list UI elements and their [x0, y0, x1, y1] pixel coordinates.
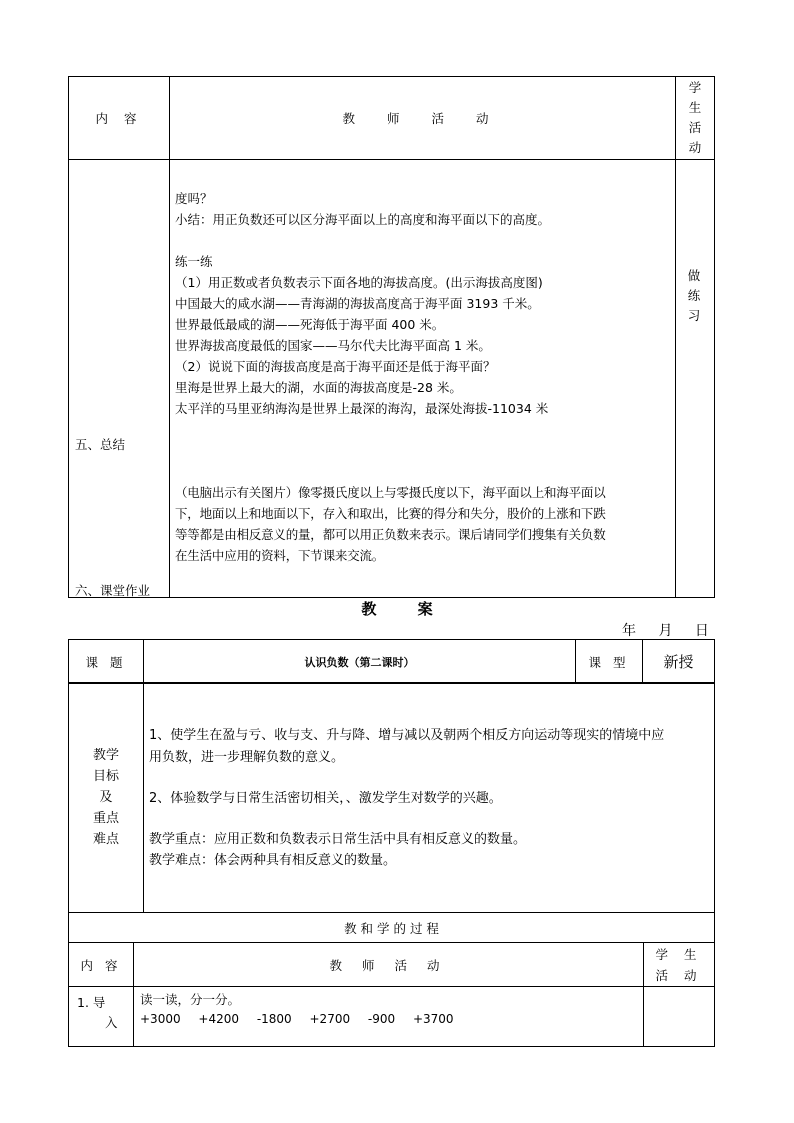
text-line: （电脑出示有关图片）像零摄氏度以上与零摄氏度以下，海平面以上和海平面以 — [175, 485, 606, 500]
text-line: 下，地面以上和地面以下，存入和取出，比赛的得分和失分，股价的上涨和下跌 — [175, 506, 606, 521]
goals-content — [144, 683, 715, 913]
text-line: 世界最低最咸的湖——死海低于海平面 400 米。 — [175, 317, 445, 332]
goals-table — [68, 682, 715, 943]
text-line: 太平洋的马里亚纳海沟是世界上最深的海沟，最深处海拔-11034 米 — [175, 401, 549, 416]
intro-label-line-2: 入 — [105, 1015, 118, 1030]
intro-line-2: +3000 +4200 -1800 +2700 -900 +3700 — [140, 1012, 454, 1026]
practice-text — [175, 188, 550, 419]
text-line: 中国最大的咸水湖——青海湖的海拔高度高于海平面 3193 千米。 — [175, 296, 540, 311]
goals-label-line: 及 — [99, 790, 113, 805]
goal-1-line-2: 用负数，进一步理解负数的意义。 — [149, 750, 345, 765]
lesson-continuation-table — [68, 76, 715, 598]
process-teacher-header: 教 师 活 动 — [134, 943, 644, 987]
header-row — [69, 77, 715, 160]
intro-label — [69, 987, 134, 1047]
goal-2: 2、体验数学与日常生活密切相关，、激发学生对数学的兴趣。 — [149, 791, 502, 806]
student-activity-text: 做练习 — [687, 268, 701, 323]
topic-value: 认识负数（第二课时） — [144, 640, 576, 684]
student-activity-header — [676, 77, 715, 160]
text-line: 世界海拔高度最低的国家——马尔代夫比海平面高 1 米。 — [175, 338, 491, 353]
process-content-header: 内 容 — [69, 943, 134, 987]
process-student-header-line: 活 动 — [655, 967, 703, 983]
summary-label: 五、总结 — [75, 437, 126, 452]
student-activity-header-text: 学生活动 — [688, 80, 702, 155]
text-line: 练一练 — [175, 254, 213, 269]
body-row — [69, 160, 715, 598]
topic-label: 课 题 — [69, 640, 144, 684]
text-line: （1）用正数或者负数表示下面各地的海拔高度。(出示海拔高度图) — [175, 275, 543, 290]
goals-label-line: 重点 — [92, 811, 119, 826]
text-line: （2）说说下面的海拔高度是高于海平面还是低于海平面？ — [175, 359, 496, 374]
content-header: 内 容 — [69, 77, 170, 160]
text-line: 等等都是由相反意义的量，都可以用正负数来表示。课后请同学们搜集有关负数 — [175, 527, 606, 542]
process-title-row — [69, 913, 715, 943]
process-student-header — [644, 943, 715, 987]
text-line: 里海是世界上最大的湖，水面的海拔高度是-28 米。 — [175, 380, 462, 395]
text-line: 度吗？ — [175, 191, 213, 206]
intro-line-1: 读一读，分一分。 — [140, 992, 241, 1007]
text-line: 小结：用正负数还可以区分海平面以上的高度和海平面以下的高度。 — [175, 212, 551, 227]
intro-label-line-1: 1. 导 — [77, 995, 106, 1010]
goals-label-line: 目标 — [92, 769, 119, 784]
goals-label-line: 教学 — [92, 748, 119, 763]
homework-label: 六、课堂作业 — [75, 583, 151, 598]
type-value: 新授 — [643, 640, 715, 684]
difficulty: 教学难点：体会两种具有相反意义的数量。 — [149, 853, 397, 868]
process-row-intro — [69, 987, 715, 1047]
process-student-header-line: 学 生 — [655, 946, 703, 962]
student-activity-cell — [676, 160, 715, 598]
intro-teacher-activity — [134, 987, 644, 1047]
intro-student-activity — [644, 987, 715, 1047]
key-point: 教学重点：应用正数和负数表示日常生活中具有相反意义的数量。 — [149, 832, 527, 847]
document-title: 教 案 — [361, 600, 451, 618]
process-table — [68, 942, 715, 1047]
goals-row — [69, 683, 715, 913]
date-line: 年 月 日 — [622, 623, 709, 639]
blank-line — [175, 230, 550, 251]
lesson-plan-table — [68, 639, 715, 684]
topic-row — [69, 640, 715, 684]
process-header-row — [69, 943, 715, 987]
goals-label-line: 难点 — [92, 832, 119, 847]
content-cell — [69, 160, 170, 598]
goals-label — [69, 683, 144, 913]
summary-text — [175, 482, 606, 566]
process-title: 教 和 学 的 过 程 — [69, 913, 715, 943]
teacher-activity-cell — [170, 160, 676, 598]
goal-1-line-1: 1、使学生在盈与亏、收与支、升与降、增与减以及朝两个相反方向运动等现实的情境中应 — [149, 728, 665, 743]
teacher-activity-header: 教 师 活 动 — [170, 77, 676, 160]
text-line: 在生活中应用的资料，下节课来交流。 — [175, 548, 385, 563]
type-label: 课 型 — [576, 640, 643, 684]
